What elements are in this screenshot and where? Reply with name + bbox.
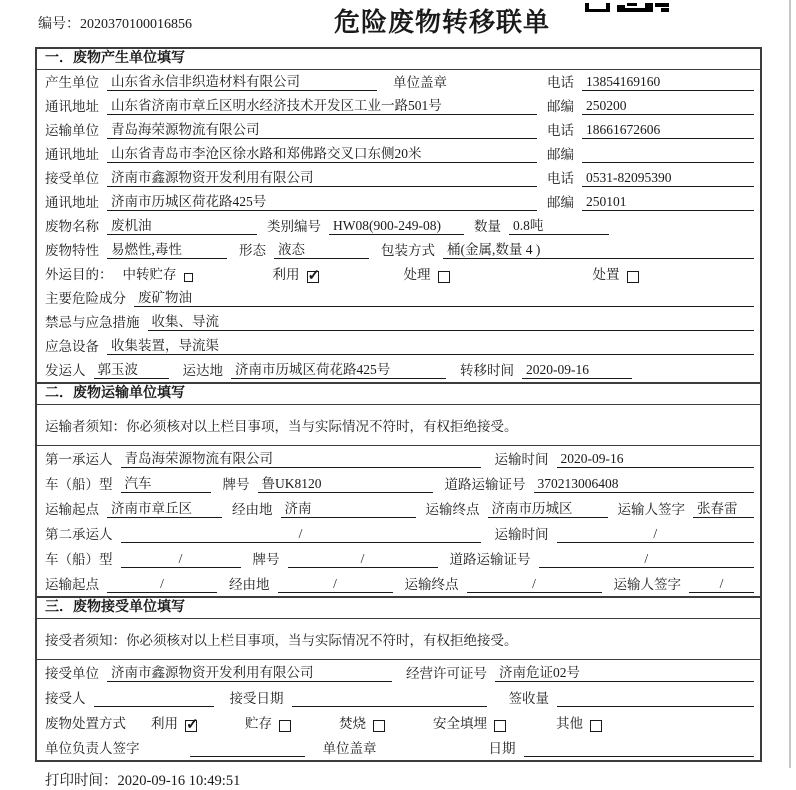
receiving-unit-value: 济南市鑫源物资开发利用有限公司: [107, 661, 392, 682]
waste-qty-label: 数量: [474, 219, 501, 234]
responsible-sign-value: [190, 756, 305, 757]
waste-code-value: HW08(900-249-08): [329, 218, 464, 235]
signed-qty-value: [557, 706, 754, 707]
producer-address-row: [37, 94, 760, 118]
transfer-purpose-row: [37, 262, 760, 286]
license-label: 经营许可证号: [406, 666, 487, 681]
transport-time2-label: 运输时间: [494, 527, 549, 542]
purpose-option-storage-label: 中转贮存: [122, 267, 177, 282]
print-time-label: 打印时间：: [45, 773, 118, 789]
producer-phone-value: 13854169160: [582, 74, 754, 91]
second-carrier-value: /: [121, 526, 481, 543]
producer-phone-label: 电话: [547, 75, 574, 90]
waste-character-value: 易燃性,毒性: [107, 238, 227, 259]
disposal-option-other: [556, 712, 602, 732]
accept-date-value: [292, 706, 487, 707]
scrollbar[interactable]: [789, 0, 791, 768]
waste-name-value: 废机油: [107, 214, 257, 235]
section-receive: [37, 596, 760, 760]
route2-via-label: 经由地: [229, 577, 270, 592]
route-via-label: 经由地: [232, 502, 273, 517]
transporter-zip-label: 邮编: [547, 147, 574, 162]
transporter-value: 青岛海荣源物流有限公司: [107, 118, 537, 139]
first-carrier-row: [37, 446, 760, 471]
first-carrier-value: 青岛海荣源物流有限公司: [121, 447, 481, 468]
vehicle-type-label: 车（船）型: [45, 477, 113, 492]
purpose-option-dispose: [593, 263, 639, 283]
road-permit-label: 道路运输证号: [444, 477, 526, 492]
producer-address-value: 山东省济南市章丘区明水经济技术开发区工业一路501号: [107, 94, 537, 115]
taboo-measures-label: 禁忌与应急措施: [45, 315, 140, 330]
producer-row: [37, 70, 760, 94]
purpose-option-utilize-label: 利用: [272, 267, 300, 282]
producer-seal-label: 单位盖章: [393, 75, 447, 90]
checkbox-icon: [279, 720, 291, 732]
transporter-label: 运输单位: [45, 123, 99, 138]
accept-date-label: 接受日期: [229, 691, 284, 706]
unit-seal-label: 单位盖章: [322, 741, 377, 756]
signed-qty-label: 签收量: [508, 691, 549, 706]
receiver-address-value: 济南市历城区荷花路425号: [107, 190, 537, 211]
waste-character-label: 废物特性: [45, 243, 99, 258]
doc-number-value: 2020370100016856: [80, 17, 192, 32]
transfer-purpose-label: 外运目的：: [45, 267, 113, 282]
vehicle-row-2: [37, 546, 760, 571]
carrier2-sign-value: /: [689, 576, 754, 593]
disposal-option-burn-label: 焚烧: [339, 716, 366, 731]
receiving-unit-row: [37, 660, 760, 685]
transfer-time-label: 转移时间: [460, 363, 514, 378]
dispatch-row: [37, 358, 760, 382]
vehicle-type-value: 汽车: [121, 472, 211, 493]
print-time: [45, 769, 796, 790]
road-permit2-value: /: [539, 551, 755, 568]
transporter-phone-label: 电话: [547, 123, 574, 138]
disposal-option-store-label: 贮存: [245, 716, 272, 731]
emergency-equipment-label: 应急设备: [45, 339, 99, 354]
purpose-option-treat-label: 处理: [403, 267, 431, 282]
producer-label: 产生单位: [45, 75, 99, 90]
waste-form-value: 液态: [274, 238, 369, 259]
route-row-1: [37, 496, 760, 521]
route2-via-value: /: [278, 576, 393, 593]
sign-date-label: 日期: [488, 741, 516, 756]
disposal-option-utilize-label: 利用: [151, 716, 178, 731]
acceptor-row: [37, 685, 760, 710]
route-start-value: 济南市章丘区: [107, 497, 222, 518]
vehicle-type2-label: 车（船）型: [45, 552, 113, 567]
vehicle-type2-value: /: [121, 551, 241, 568]
waste-name-row: [37, 214, 760, 238]
carrier2-sign-label: 运输人签字: [613, 577, 681, 592]
transport-time-label: 运输时间: [494, 452, 549, 467]
route-start-label: 运输起点: [45, 502, 99, 517]
hazard-component-label: 主要危险成分: [45, 291, 126, 306]
receiver-row: [37, 166, 760, 190]
vehicle-row-1: [37, 471, 760, 496]
plate-value: 鲁UK8120: [258, 472, 433, 493]
producer-address-label: 通讯地址: [45, 99, 99, 114]
route-end-label: 运输终点: [425, 502, 480, 517]
disposal-option-landfill: [433, 712, 506, 732]
transport-time-value: 2020-09-16: [557, 451, 755, 468]
second-carrier-row: [37, 521, 760, 546]
hazard-component-value: 废矿物油: [134, 286, 754, 307]
acceptor-label: 接受人: [45, 691, 86, 706]
route2-start-value: /: [107, 576, 217, 593]
transporter-row: [37, 118, 760, 142]
route2-start-label: 运输起点: [45, 577, 99, 592]
road-permit2-label: 道路运输证号: [449, 552, 531, 567]
transfer-time-value: 2020-09-16: [522, 362, 632, 379]
disposal-option-burn: [339, 712, 385, 732]
packing-value: 桶(金属,数量 4 ): [443, 238, 754, 259]
transporter-phone-value: 18661672606: [582, 122, 754, 139]
dispatcher-label: 发运人: [45, 363, 86, 378]
license-value: 济南危证02号: [495, 661, 754, 682]
producer-value: 山东省永信非织造材料有限公司: [107, 70, 377, 91]
receiver-zip-value: 250101: [582, 194, 754, 211]
plate2-label: 牌号: [252, 552, 280, 567]
road-permit-value: 370213006408: [534, 476, 755, 493]
checkbox-icon: [590, 720, 602, 732]
destination-value: 济南市历城区荷花路425号: [231, 358, 446, 379]
doc-number: [38, 13, 192, 33]
disposal-option-other-label: 其他: [556, 716, 583, 731]
receiver-phone-value: 0531-82095390: [582, 170, 754, 187]
producer-zip-value: 250200: [582, 98, 754, 115]
checkbox-icon: [185, 720, 197, 732]
receiver-phone-label: 电话: [547, 171, 574, 186]
destination-label: 运达地: [182, 363, 223, 378]
receiver-label: 接受单位: [45, 171, 99, 186]
responsible-sign-label: 单位负责人签字: [45, 741, 140, 756]
transfer-manifest-form: [35, 47, 762, 762]
doc-number-label: 编号：: [38, 17, 80, 32]
purpose-option-treat: [404, 263, 450, 283]
second-carrier-label: 第二承运人: [45, 527, 113, 542]
hazard-component-row: [37, 286, 760, 310]
route-end-value: 济南市历城区: [488, 497, 608, 518]
emergency-equipment-row: [37, 334, 760, 358]
qr-code-icon: [585, 0, 670, 9]
transporter-address-row: [37, 142, 760, 166]
transporter-address-label: 通讯地址: [45, 147, 99, 162]
checkbox-icon: [307, 271, 319, 283]
section-transport-title: 二．废物运输单位填写: [37, 384, 760, 405]
transporter-zip-value: [582, 162, 754, 163]
route2-end-value: /: [467, 576, 602, 593]
page-title: 危险废物转移联单: [333, 8, 551, 37]
checkbox-icon: [627, 271, 639, 283]
receive-notice: 接受者须知：你必须核对以上栏目事项，当与实际情况不符时，有权拒绝接受。: [37, 619, 760, 660]
plate2-value: /: [288, 551, 438, 568]
checkbox-icon: [373, 720, 385, 732]
checkbox-icon: [438, 271, 450, 283]
route-via-value: 济南: [281, 497, 416, 518]
receiving-unit-label: 接受单位: [45, 666, 99, 681]
waste-qty-value: 0.8吨: [509, 214, 609, 235]
purpose-option-utilize: [273, 263, 319, 283]
producer-zip-label: 邮编: [547, 99, 574, 114]
acceptor-value: [94, 706, 214, 707]
receiver-zip-label: 邮编: [547, 195, 574, 210]
waste-form-label: 形态: [239, 243, 266, 258]
waste-character-row: [37, 238, 760, 262]
section-producer-title: 一．废物产生单位填写: [37, 49, 760, 70]
receiver-address-label: 通讯地址: [45, 195, 99, 210]
checkbox-icon: [494, 720, 506, 732]
receiver-address-row: [37, 190, 760, 214]
checkbox-icon: [184, 273, 193, 282]
purpose-option-dispose-label: 处置: [592, 267, 620, 282]
disposal-option-utilize: [151, 712, 197, 732]
transport-time2-value: /: [557, 526, 755, 543]
disposal-option-store: [245, 712, 291, 732]
sign-date-value: [524, 756, 755, 757]
waste-name-label: 废物名称: [45, 219, 99, 234]
purpose-option-storage: [123, 263, 193, 283]
transport-notice: 运输者须知：你必须核对以上栏目事项，当与实际情况不符时，有权拒绝接受。: [37, 405, 760, 446]
first-carrier-label: 第一承运人: [45, 452, 113, 467]
plate-label: 牌号: [222, 477, 250, 492]
dispatcher-value: 郭玉波: [94, 358, 169, 379]
section-transport: [37, 382, 760, 596]
section-producer: [37, 49, 760, 382]
disposal-option-landfill-label: 安全填埋: [433, 716, 487, 731]
carrier-sign-value: 张春雷: [693, 497, 754, 518]
emergency-equipment-value: 收集装置，导流渠: [107, 334, 754, 355]
taboo-measures-value: 收集、导流: [148, 310, 755, 331]
waste-code-label: 类别编号: [267, 219, 321, 234]
disposal-method-row: [37, 710, 760, 735]
responsible-sign-row: [37, 735, 760, 760]
route-row-2: [37, 571, 760, 596]
packing-label: 包装方式: [381, 243, 435, 258]
taboo-measures-row: [37, 310, 760, 334]
carrier-sign-label: 运输人签字: [617, 502, 685, 517]
receiver-value: 济南市鑫源物资开发利用有限公司: [107, 166, 537, 187]
route2-end-label: 运输终点: [404, 577, 459, 592]
section-receive-title: 三．废物接受单位填写: [37, 598, 760, 619]
transporter-address-value: 山东省青岛市李沧区徐水路和郑佛路交叉口东侧20米: [107, 142, 537, 163]
document-header: [0, 0, 796, 47]
print-time-value: 2020-09-16 10:49:51: [117, 773, 241, 789]
disposal-method-label: 废物处置方式: [45, 716, 126, 731]
